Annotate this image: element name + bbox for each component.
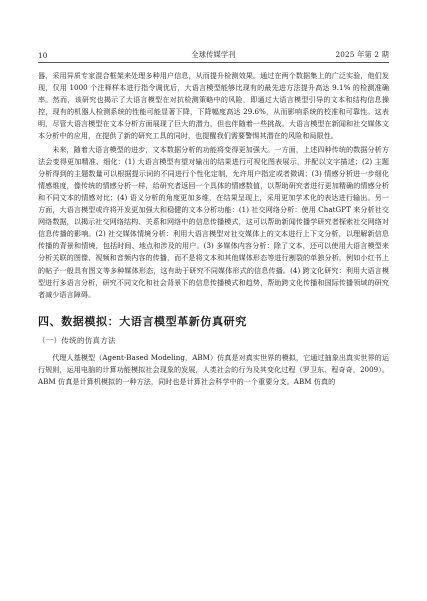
paragraph-future-development: 未来，随着大语言模型的进步，文本数据分析的功能将变得更加强大。一方面，上述四种传统的数据分析方法会变得更加精准、细化：(1) 大语言模型有望对输出的结果进行可视化图表展示，并配以文字描述；(2) 主题分析得到的主题数量可以根据提示词的不同进行个性化定制，允许用户指定或者微调；(3) 情感分析进一步细化情感维度，像传统的情感分析一样，给研究者返回一个具体的情感数值，以帮助研究者进行更加精确的情感分析和不同文本的情感对比；(4) 语义分析的角度更加多维，在结果呈现上，采用更加学术化的表达进行输出。另一方面，大语言模型或许将开发更加强大和稳健的文本分析功能：(1) 社交网络分析：使用 ChatGPT 来分析社交网络数据，以揭示社交网络结构、关系和网络中的信息传播模式，这可以帮助新闻传播学研究者探索社交网络对信息传播的影响。(2) 社交媒体情境分析：利用大语言模型对社交媒体上的文本进行上下文分析，以理解新信息传播的背景和情境，包括时间、地点和涉及的用户。(3) 多媒体内容分析：除了文本，还可以使用大语言模型来分析关联的图像、视频和音频内容的传播，而不是将文本和其他媒体形态等进行割裂的单独分析，例如小红书上的帖子一般具有图文等多种媒体形态，这有助于研究不同媒体形式的信息传播。(4) 跨文化研究：利用大语言模型进行多语言分析，研究不同文化和社会背景下的信息传播模式和趋势，帮助跨文化传播和国际传播领域的研究者减少语言障碍。 xyxy=(38,144,389,299)
paragraph-abm: 代理人基模型（Agent-Based Modeling，ABM）仿真是对真实世界的模拟，它通过抽象出真实世界的运行规则，运用电脑的计算功能模拟社会现象的发展，人类社会的行为及其变化过程（罗卫东、程奇奇，2009）。ABM 仿真是计算机模拟的一种方法，同时也是计算社会科学中的一个重要分支。ABM 仿真的 xyxy=(38,352,389,386)
page-number: 10 xyxy=(38,51,48,60)
issue-label: 2025 年第 2 期 xyxy=(335,50,389,59)
section-heading: 四、数据模拟：大语言模型革新仿真研究 xyxy=(38,314,247,328)
subsection-heading: （一）传统的仿真方法 xyxy=(38,335,116,345)
header-rule xyxy=(38,62,389,63)
journal-title: 全球传媒学刊 xyxy=(191,50,236,59)
paragraph-continued: 器，采用异质专家混合框架来处理多种用户信息，从而提升检测效果。通过在两个数据集上的广泛实验，他们发现，仅用 1000 个注释样本进行指令调优后，大语言模型能够比现有的最先进方法提升高达 9.1% 的检测准确率。然而，该研究也揭示了大语言模型在对抗检测策略中的风险，即通过大语言模型引导的文本和结构信息操控，现有的机器人检测系统的性能可能显著下降，下降幅度高达 29.6%，从而影响系统的校准和可靠性。这表明，尽管大语言模型在文本分析方面展现了巨大的潜力，但也伴随着一些挑战。大语言模型在新闻和社交媒体文本分析中的应用，在提供了新的研究工具的同时，也提醒我们需要警惕其潜在的风险和局限性。 xyxy=(38,71,389,141)
running-header xyxy=(38,46,389,60)
page-body xyxy=(38,70,389,389)
